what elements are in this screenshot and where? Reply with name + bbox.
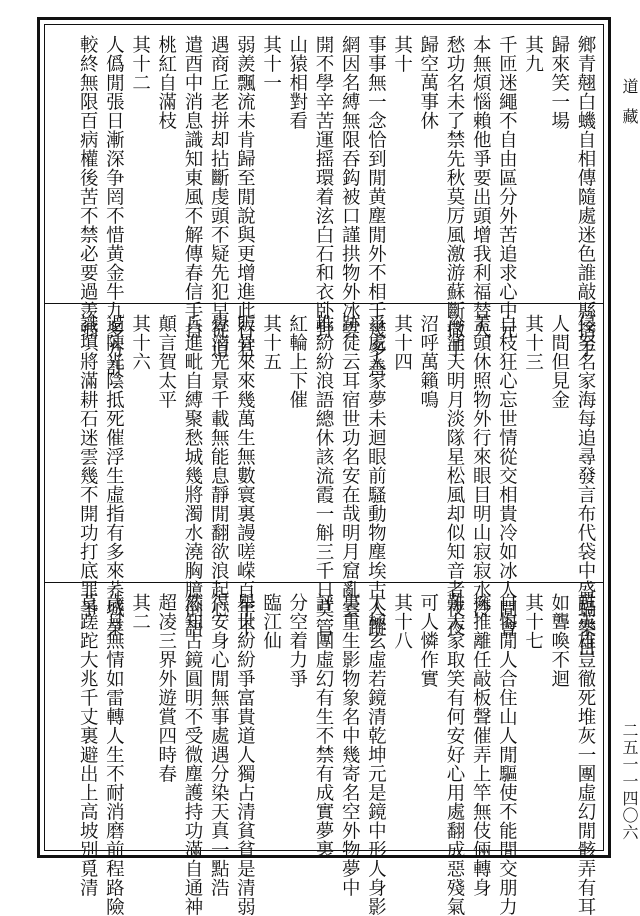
text-column: 分空着力爭 — [286, 593, 308, 688]
text-column: 本無煩惱賴他爭要出頭增我利福替人 — [470, 35, 492, 339]
text-column: 侵努名家海每追尋發言布代袋中盛蝸樂目 — [575, 314, 596, 656]
text-column: 裏重生影物象名中幾寄名空外物夢中 — [339, 593, 361, 897]
text-column: 沼呼萬籟鳴 — [417, 314, 439, 409]
text-column: 超凌三界外遊賞四時春 — [155, 593, 177, 783]
text-column: 跡徒云耳宿世功名安在哉明月窟亂雲 — [339, 314, 361, 618]
text-column: 然知古鏡圓明不受微塵護持功滿自通神 — [182, 593, 203, 916]
text-column: 識填將滿耕石迷雲幾不開功打底罪爭 — [77, 314, 99, 618]
text-column: 其十六 — [129, 314, 151, 371]
text-column: 其九 — [522, 35, 544, 73]
text-column: 如聾喚不迴 — [548, 593, 570, 688]
text-column: 開不學辛苦運摇環着泫白石和衣卧野 — [313, 35, 334, 339]
text-column: 堆紛紛浪語總休該流霞一斛三千日莫管 — [313, 314, 334, 637]
text-column: 自悔閒人合住山人閒驅使不能閒交朋力 — [496, 593, 518, 916]
text-column: 歸空萬事休 — [417, 35, 439, 130]
text-column: 自枝狂心忘世情從交相貴冷如冰人間會 — [496, 314, 518, 637]
text-column: 其十三 — [522, 314, 544, 371]
text-column: 其十一 — [260, 35, 282, 92]
text-column: 販骨來來幾萬生無數寰裏謾嗟嵘百年不 — [234, 314, 256, 637]
text-column: 其十五 — [260, 314, 282, 371]
text-column: 歸來笑一場 — [548, 35, 570, 130]
page-inner-border — [44, 24, 604, 916]
text-column: 歲月無情如雷轉人生不耐消磨前程路險 — [103, 593, 125, 916]
text-column: 事事無一念恰到閒黄塵閒外不相千幾多善 — [365, 35, 387, 377]
text-column: 鄉青翹白蟣自相傳隨處迷色誰敲縣捨手 — [575, 35, 596, 358]
text-column: 擁推離任敲板聲催弄上竿無伎倆轉身 — [470, 593, 492, 897]
text-column: 弱羨飄流未肯歸至閒說與更增進此行若 — [234, 35, 256, 358]
text-column: 甦英雄豈徹死堆灰一團虛幻閒骸弄有耳 — [575, 593, 596, 916]
text-column: 評一團虛幻有生不禁有成實夢裏 — [313, 593, 334, 859]
text-column: 兵進毗自縛聚愁城幾將濁水澆胸臆倒語 — [182, 314, 203, 637]
text-column: 紅輪上下催 — [286, 314, 308, 409]
margin-title: 道藏 — [620, 78, 639, 138]
text-panel-bottom — [45, 583, 603, 916]
text-column: 其十八 — [391, 593, 413, 650]
text-column: 得安身心閒無事處遇分染天真一點浩 — [208, 593, 230, 897]
text-column: 其二 — [129, 593, 151, 631]
text-column: 可人憐作實 — [417, 593, 439, 688]
text-column: 桃紅自滿枝 — [155, 35, 177, 130]
text-column: 覺消光景千載無能息靜閒翻欲浪起心 — [208, 314, 230, 618]
text-column: 山猿相對看 — [286, 35, 308, 130]
text-column: 冷涌天明月淡隊星松風却似知音者夜夜 — [444, 314, 465, 637]
text-column: 遣酉中消息識知東風不解傳春信手自 — [182, 35, 203, 339]
page-frame — [37, 17, 611, 916]
text-column: 其十二 — [129, 35, 151, 92]
text-column: 太極玄虛若鏡清乾坤元是鏡中形人身影 — [365, 593, 387, 916]
text-column: 舉世紛紛爭富貴道人獨占清貧貧是清弱 — [234, 593, 256, 916]
text-column: 其十四 — [391, 314, 413, 371]
text-column: 其十七 — [522, 593, 544, 650]
text-column: 臨江仙 — [260, 593, 282, 650]
text-column: 人僞閒張日漸深争罔不惜黄金牛九多方計 — [103, 35, 125, 377]
text-column: 人間但見金 — [548, 314, 570, 409]
text-column: 莫蹉跎大兆千丈裏避出上高坡别覓清 — [77, 593, 99, 897]
text-column: 網因名縛無限吞鈎被口謹拱物外冰雲 — [339, 35, 361, 339]
page-number: 二五一一四〇六 — [620, 722, 639, 841]
text-column: 爭處人家夢未迴眼前騷動物塵埃古人蹤 — [365, 314, 387, 637]
text-column: 顛言賀太平 — [155, 314, 177, 409]
text-column: 遇商丘老拼却拈斷虔頭不疑先犯早從道 — [208, 35, 230, 358]
text-column: 較終無限百病權後苦不禁必要過羡翁 — [77, 35, 99, 339]
text-column: 千匝迷繩不自由區分外苦追求心中元 — [496, 35, 518, 339]
text-column: 蓋頭休照物外行來眼目明山寂寂水冷 — [470, 314, 492, 618]
text-column: 愁功名未了禁先秋莫厉風激游蘇斷撒手 — [444, 35, 465, 358]
text-column: 難大家取笑有何安好心用處翻成惡殘氣 — [444, 593, 465, 916]
text-column: 其十 — [391, 35, 413, 73]
text-column: 過陳光陰抵死催浮生虛指有多來荞城業 — [103, 314, 125, 637]
